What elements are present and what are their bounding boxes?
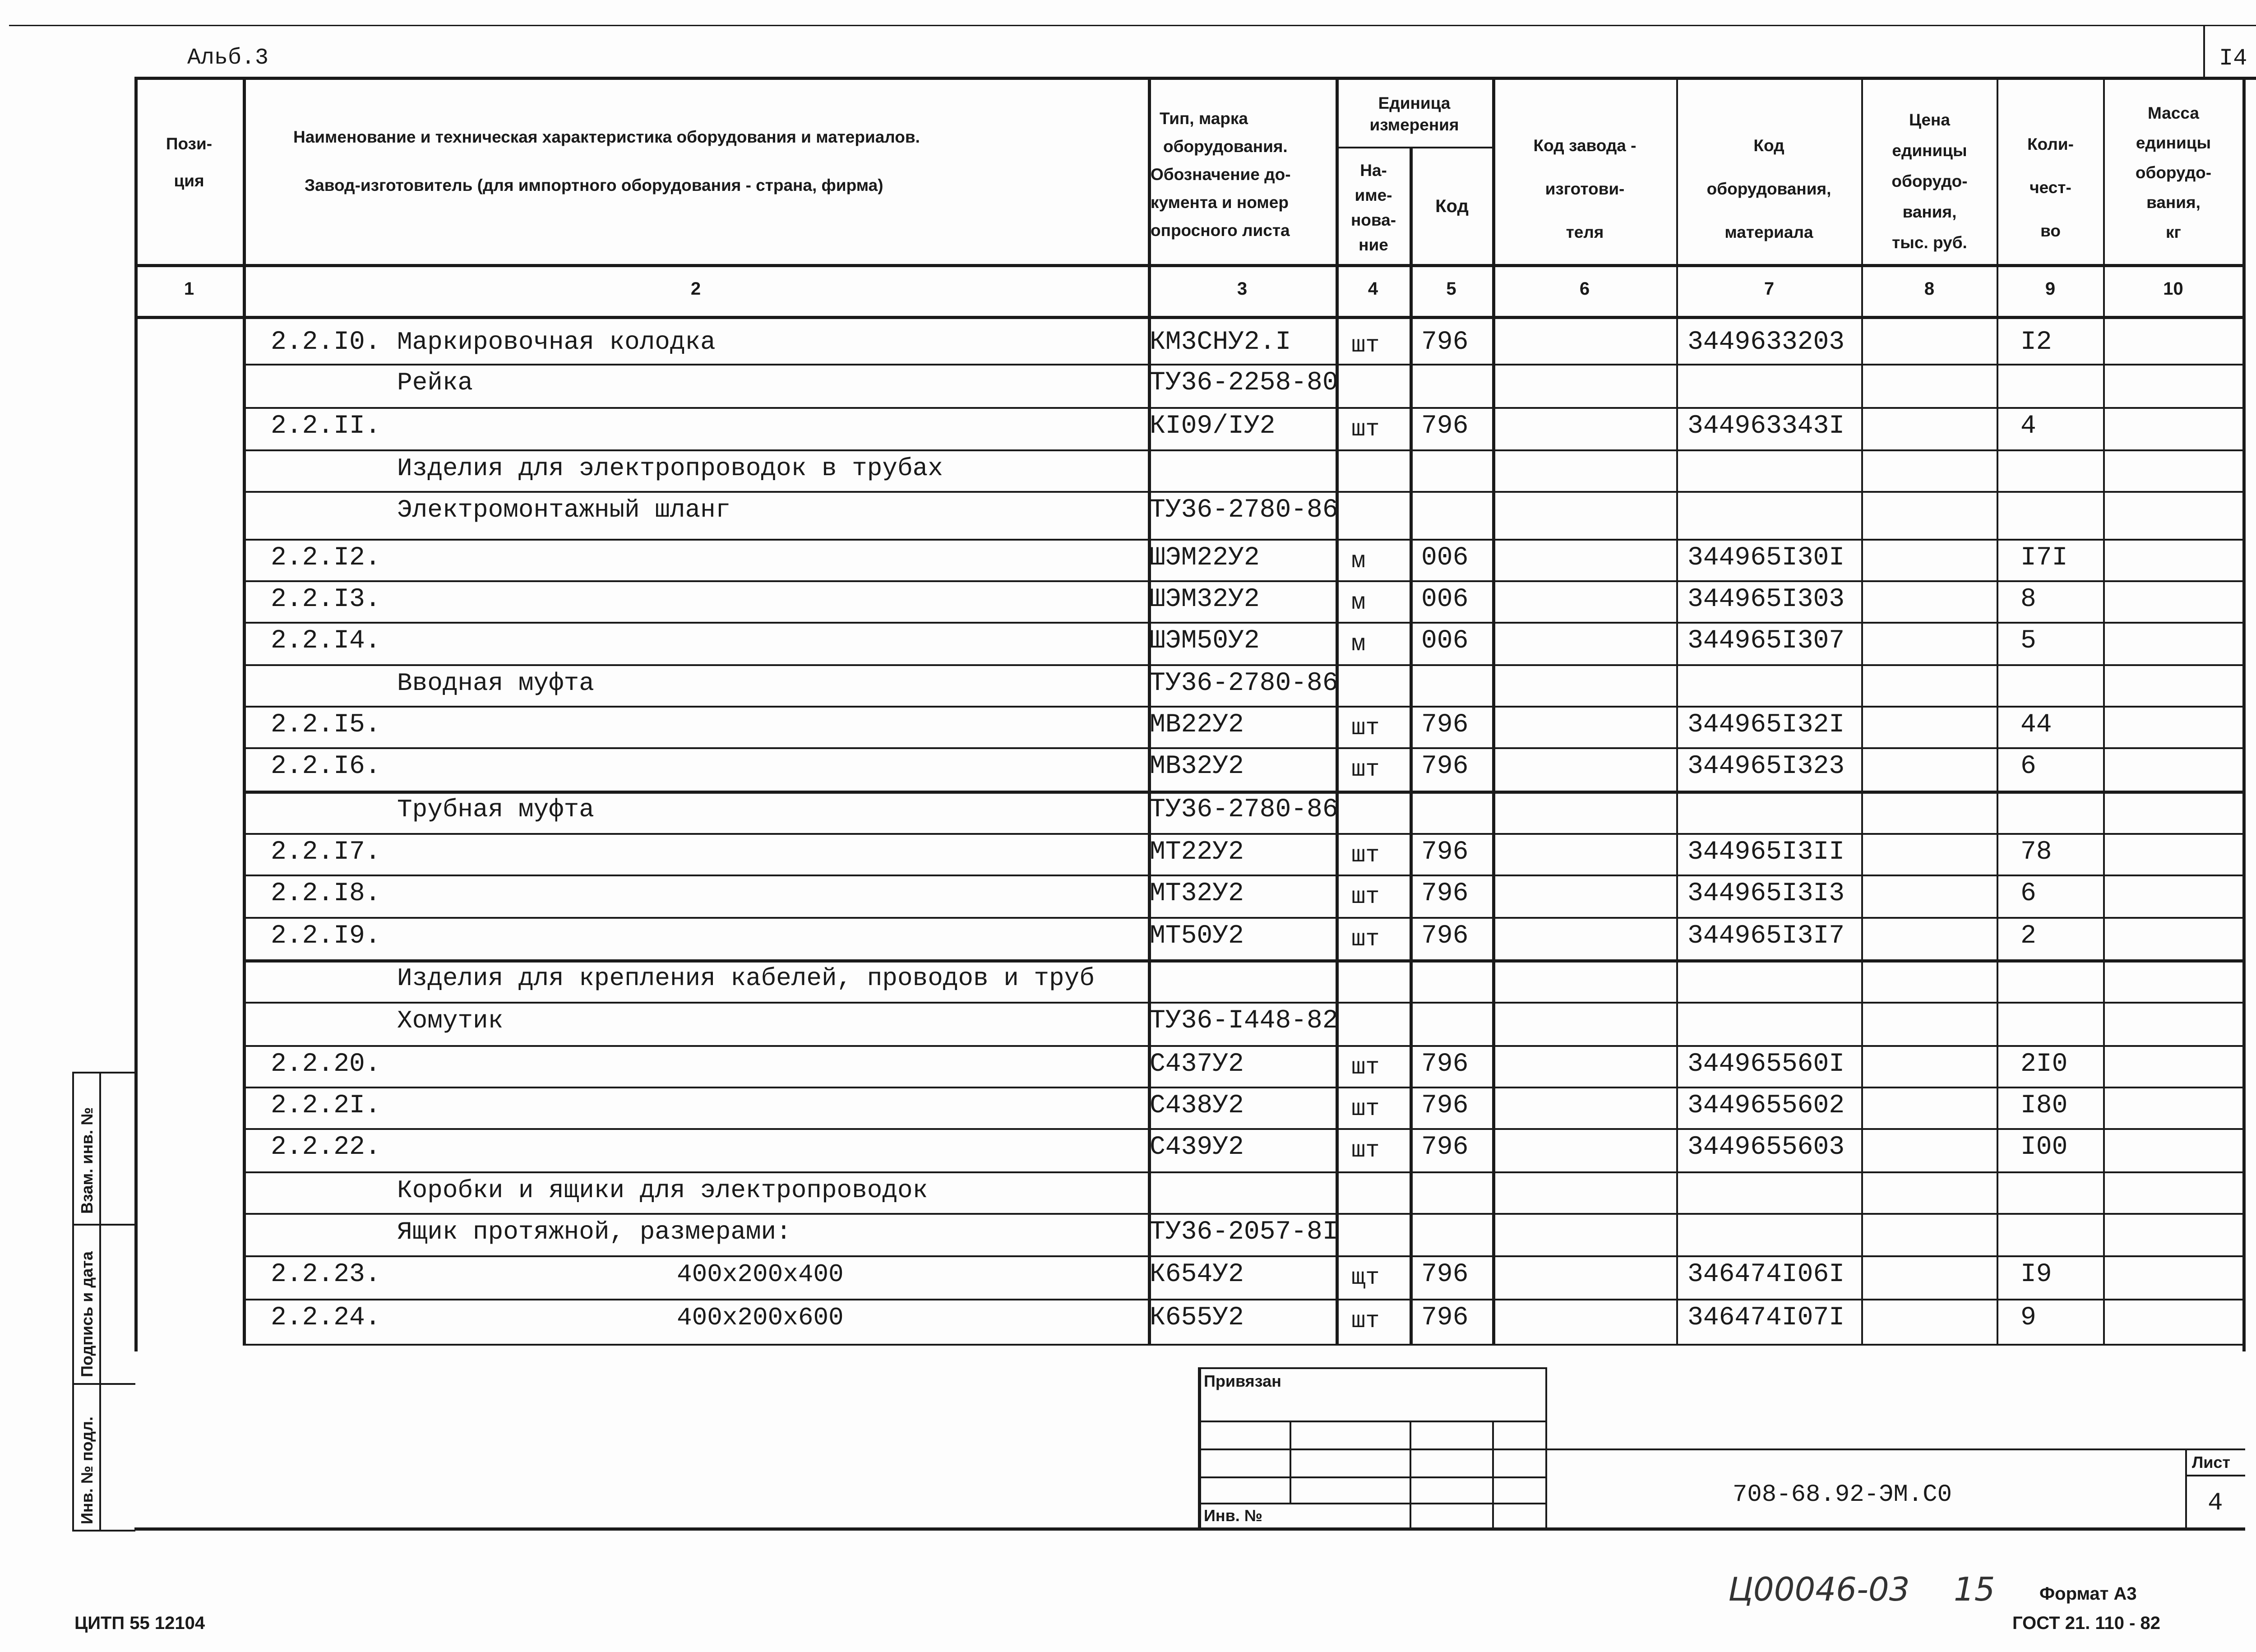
row-unit-name: шт	[1351, 1054, 1380, 1081]
row-name: Хомутик	[397, 1006, 504, 1035]
row-unit-name: м	[1351, 631, 1366, 657]
row-type-mark: С437У2	[1150, 1050, 1244, 1079]
row-separator	[243, 833, 2244, 835]
list-label: Лист	[2192, 1453, 2231, 1472]
row-position: 2.2.I4.	[271, 626, 381, 656]
row-unit-code: 006	[1421, 585, 1469, 614]
row-separator	[243, 1255, 2244, 1257]
tb-row-4	[1198, 1503, 1547, 1504]
row-name: Рейка	[397, 368, 473, 397]
header-col2: Наименование и техническая характеристика оборудования и материалов. Завод-изготовитель (для импортного оборудования - страна, фирма)	[293, 128, 920, 194]
tb-row-2	[1198, 1448, 1547, 1450]
row-quantity: 2I0	[2020, 1050, 2068, 1079]
row-unit-name: шт	[1351, 416, 1380, 443]
row-unit-code: 796	[1421, 1133, 1469, 1162]
row-type-mark: МВ32У2	[1150, 752, 1244, 781]
row-unit-name: шт	[1351, 715, 1380, 741]
row-name: 400x200x600	[677, 1303, 844, 1332]
header-col1: Пози- ция	[166, 134, 213, 190]
table-right-border	[2242, 77, 2246, 1351]
tb-col-2	[1410, 1421, 1411, 1529]
row-name: Изделия для крепления кабелей, проводов и труб	[397, 964, 1095, 993]
row-unit-code: 796	[1421, 752, 1469, 781]
row-separator	[243, 1299, 2244, 1300]
row-unit-code: 006	[1421, 543, 1469, 573]
row-separator	[243, 622, 2244, 624]
table-top-border	[134, 77, 2256, 80]
doc-code: 708-68.92-ЭМ.С0	[1733, 1481, 1952, 1509]
tb-top	[1198, 1367, 1547, 1369]
row-quantity: I00	[2020, 1133, 2068, 1162]
inv-no-label: Инв. №	[1204, 1506, 1262, 1525]
row-type-mark: ШЭМ22У2	[1150, 543, 1260, 573]
stamp-line-1	[72, 1072, 135, 1074]
row-material-code: 3449633203	[1687, 328, 1845, 357]
row-type-mark: КМ3СНУ2.I	[1150, 328, 1291, 357]
colnum-10: 10	[2163, 279, 2183, 299]
row-quantity: 2	[2020, 921, 2036, 951]
cipt-label: ЦИТП 55 12104	[74, 1613, 205, 1633]
row-separator	[243, 1171, 2244, 1173]
col-divider-7	[1861, 77, 1863, 1345]
row-position: 2.2.I8.	[271, 879, 381, 908]
album-label: Альб.3	[187, 45, 269, 71]
tb-col-3	[1492, 1421, 1494, 1529]
row-unit-code: 796	[1421, 710, 1469, 740]
table-left-border	[134, 77, 138, 1351]
row-material-code: 344965I3I3	[1687, 879, 1845, 908]
row-separator	[243, 1213, 2244, 1215]
row-material-code: 344965I3II	[1687, 838, 1845, 867]
row-material-code: 346474I07I	[1687, 1303, 1845, 1333]
row-name: Коробки и ящики для электропроводок	[397, 1176, 928, 1205]
colnum-8: 8	[1924, 279, 1935, 299]
row-type-mark: МТ50У2	[1150, 921, 1244, 951]
list-box-left	[2185, 1448, 2187, 1529]
stamp-inv-podl-label: Инв. № подл.	[78, 1416, 96, 1524]
row-quantity: I9	[2020, 1260, 2052, 1289]
row-material-code: 344965I307	[1687, 626, 1845, 656]
header-col4: На- име- нова- ние	[1350, 161, 1396, 254]
gost-label: ГОСТ 21. 110 - 82	[2012, 1613, 2160, 1633]
list-box-divider	[2185, 1475, 2245, 1476]
row-position: 2.2.20.	[271, 1050, 381, 1079]
row-type-mark: ШЭМ32У2	[1150, 585, 1260, 614]
row-type-mark: МТ22У2	[1150, 838, 1244, 867]
row-unit-name: шт	[1351, 842, 1380, 869]
row-unit-name: шт	[1351, 1137, 1380, 1164]
table-body-bottom	[243, 1344, 2111, 1346]
row-quantity: 4	[2020, 412, 2036, 441]
row-quantity: 44	[2020, 710, 2052, 740]
header-col3: Тип, марка оборудования. Обозначение до- кумента и номер опросного листа	[1151, 109, 1291, 240]
stamp-line-2	[72, 1224, 135, 1226]
row-unit-name: шт	[1351, 332, 1380, 359]
row-separator	[243, 491, 2244, 493]
row-name: Трубная муфта	[397, 795, 594, 824]
row-separator	[243, 791, 2244, 794]
row-material-code: 344965I323	[1687, 752, 1845, 781]
colnum-3: 3	[1237, 279, 1248, 299]
row-name: Электромонтажный шланг	[397, 495, 731, 524]
header-col10: Масса единицы оборудо- вания, кг	[2135, 104, 2212, 241]
corner-box-left	[2203, 25, 2205, 77]
stamp-mid-line	[99, 1072, 101, 1530]
row-unit-name: шт	[1351, 1096, 1380, 1122]
col-divider-5	[1492, 77, 1495, 1345]
tb-row-3	[1198, 1476, 1547, 1478]
row-position: 2.2.I9.	[271, 921, 381, 951]
sheet-corner-number: I4	[2219, 45, 2247, 72]
row-type-mark: К654У2	[1150, 1260, 1244, 1289]
privyazan-label: Привязан	[1204, 1372, 1281, 1390]
row-material-code: 344965560I	[1687, 1050, 1845, 1079]
row-position: 2.2.22.	[271, 1133, 381, 1162]
col-divider-1	[243, 77, 246, 1345]
header-col6: Код завода - изготови- теля	[1533, 136, 1637, 241]
row-separator	[243, 1087, 2244, 1088]
row-material-code: 344963343I	[1687, 412, 1845, 441]
row-unit-name: шт	[1351, 884, 1380, 910]
row-material-code: 346474I06I	[1687, 1260, 1845, 1289]
colnum-6: 6	[1579, 279, 1590, 299]
row-separator	[243, 407, 2244, 409]
row-position: 2.2.II.	[271, 412, 381, 441]
row-separator	[243, 580, 2244, 582]
row-type-mark: ТУ36-2780-86	[1150, 795, 1338, 824]
row-unit-code: 796	[1421, 1260, 1469, 1289]
stamp-line-3	[72, 1383, 135, 1385]
row-separator	[243, 706, 2244, 708]
row-unit-name: м	[1351, 589, 1366, 616]
stamp-podpis-label: Подпись и дата	[78, 1251, 96, 1377]
row-position: 2.2.I5.	[271, 710, 381, 740]
row-separator	[243, 747, 2244, 749]
tb-left	[1198, 1367, 1201, 1529]
row-unit-code: 796	[1421, 412, 1469, 441]
row-quantity: I7I	[2020, 543, 2068, 573]
row-quantity: 9	[2020, 1303, 2036, 1333]
row-type-mark: ТУ36-2258-80	[1150, 368, 1338, 398]
row-quantity: 6	[2020, 752, 2036, 781]
header-col9: Коли- чест- во	[2027, 135, 2074, 240]
row-type-mark: МТ32У2	[1150, 879, 1244, 908]
format-label: Формат А3	[2039, 1584, 2137, 1604]
row-separator	[243, 664, 2244, 666]
stamp-left-line	[72, 1072, 74, 1530]
row-unit-code: 796	[1421, 1303, 1469, 1333]
col-divider-8	[1997, 77, 1998, 1345]
doc-code-top-line	[1545, 1448, 2245, 1450]
row-type-mark: К655У2	[1150, 1303, 1244, 1333]
row-type-mark: С438У2	[1150, 1091, 1244, 1120]
colnum-2: 2	[690, 279, 701, 299]
row-material-code: 3449655602	[1687, 1091, 1845, 1120]
header-col7: Код оборудования, материала	[1706, 136, 1831, 241]
row-separator	[243, 1045, 2244, 1047]
row-position: 2.2.I3.	[271, 585, 381, 614]
row-unit-name: шт	[1351, 926, 1380, 953]
row-unit-code: 796	[1421, 1050, 1469, 1079]
row-unit-name: щт	[1351, 1264, 1380, 1291]
row-name: Изделия для электропроводок в трубах	[397, 454, 943, 483]
header-unit-group: Единица измерения	[1369, 94, 1459, 134]
stamp-line-4	[72, 1530, 135, 1532]
row-type-mark: ТУ36-2780-86	[1150, 669, 1338, 698]
tb-row-1	[1198, 1421, 1547, 1422]
row-name: Вводная муфта	[397, 669, 594, 698]
row-material-code: 3449655603	[1687, 1133, 1845, 1162]
list-number: 4	[2208, 1488, 2223, 1517]
row-unit-name: шт	[1351, 1308, 1380, 1334]
row-quantity: 8	[2020, 585, 2036, 614]
row-quantity: I2	[2020, 328, 2052, 357]
col-divider-6	[1676, 77, 1678, 1345]
colnum-1: 1	[184, 279, 194, 299]
row-type-mark: МВ22У2	[1150, 710, 1244, 740]
colnum-7: 7	[1764, 279, 1775, 299]
colnum-9: 9	[2045, 279, 2056, 299]
row-unit-code: 796	[1421, 328, 1469, 357]
row-separator	[243, 917, 2244, 919]
row-material-code: 344965I3I7	[1687, 921, 1845, 951]
col-divider-9	[2103, 77, 2105, 1345]
row-unit-name: шт	[1351, 756, 1380, 783]
colnum-4: 4	[1368, 279, 1378, 299]
numbers-bottom-border	[134, 316, 2245, 319]
col-divider-3	[1336, 77, 1339, 1345]
row-quantity: 6	[2020, 879, 2036, 908]
row-separator	[243, 449, 2244, 451]
row-position: 2.2.2I.	[271, 1091, 381, 1120]
row-separator	[243, 539, 2244, 541]
row-separator	[243, 959, 2244, 963]
row-unit-code: 796	[1421, 1091, 1469, 1120]
row-material-code: 344965I32I	[1687, 710, 1845, 740]
header-col8: Цена единицы оборудо- вания, тыс. руб.	[1891, 111, 1968, 252]
top-frame-line	[9, 25, 2256, 26]
header-bottom-border	[134, 264, 2245, 267]
row-type-mark: ТУ36-2057-8I	[1150, 1217, 1338, 1247]
stamp-vzam-label: Взам. инв. №	[78, 1107, 96, 1214]
row-unit-code: 006	[1421, 626, 1469, 656]
unit-group-divider	[1336, 147, 1493, 148]
row-material-code: 344965I303	[1687, 585, 1845, 614]
colnum-5: 5	[1446, 279, 1456, 299]
row-material-code: 344965I30I	[1687, 543, 1845, 573]
row-separator	[243, 1128, 2244, 1130]
header-col5: Код	[1435, 196, 1469, 216]
col-divider-4	[1410, 147, 1413, 1345]
bottom-frame-line	[134, 1527, 2245, 1531]
row-type-mark: КI09/IУ2	[1150, 412, 1276, 441]
row-type-mark: ТУ36-I448-82	[1150, 1006, 1338, 1036]
row-position: 2.2.23.	[271, 1260, 381, 1289]
row-type-mark: ТУ36-2780-86	[1150, 495, 1338, 525]
row-quantity: 78	[2020, 838, 2052, 867]
handwritten-code: Ц00046-03	[1728, 1570, 1910, 1608]
row-quantity: 5	[2020, 626, 2036, 656]
row-separator	[243, 364, 2244, 366]
row-name: Маркировочная колодка	[397, 328, 716, 356]
row-position: 2.2.24.	[271, 1303, 381, 1333]
row-separator	[243, 1002, 2244, 1004]
row-separator	[243, 875, 2244, 876]
row-unit-code: 796	[1421, 921, 1469, 951]
row-position: 2.2.I6.	[271, 752, 381, 781]
row-unit-code: 796	[1421, 879, 1469, 908]
row-unit-code: 796	[1421, 838, 1469, 867]
row-name: 400x200x400	[677, 1260, 844, 1289]
row-position: 2.2.I7.	[271, 838, 381, 867]
tb-col-1	[1290, 1421, 1291, 1503]
row-position: 2.2.I0.	[271, 328, 381, 357]
row-name: Ящик протяжной, размерами:	[397, 1217, 791, 1246]
tb-right	[1545, 1367, 1547, 1529]
row-quantity: I80	[2020, 1091, 2068, 1120]
row-unit-name: м	[1351, 548, 1366, 574]
row-position: 2.2.I2.	[271, 543, 381, 573]
row-type-mark: С439У2	[1150, 1133, 1244, 1162]
row-type-mark: ШЭМ50У2	[1150, 626, 1260, 656]
handwritten-page: 15	[1954, 1570, 1995, 1608]
